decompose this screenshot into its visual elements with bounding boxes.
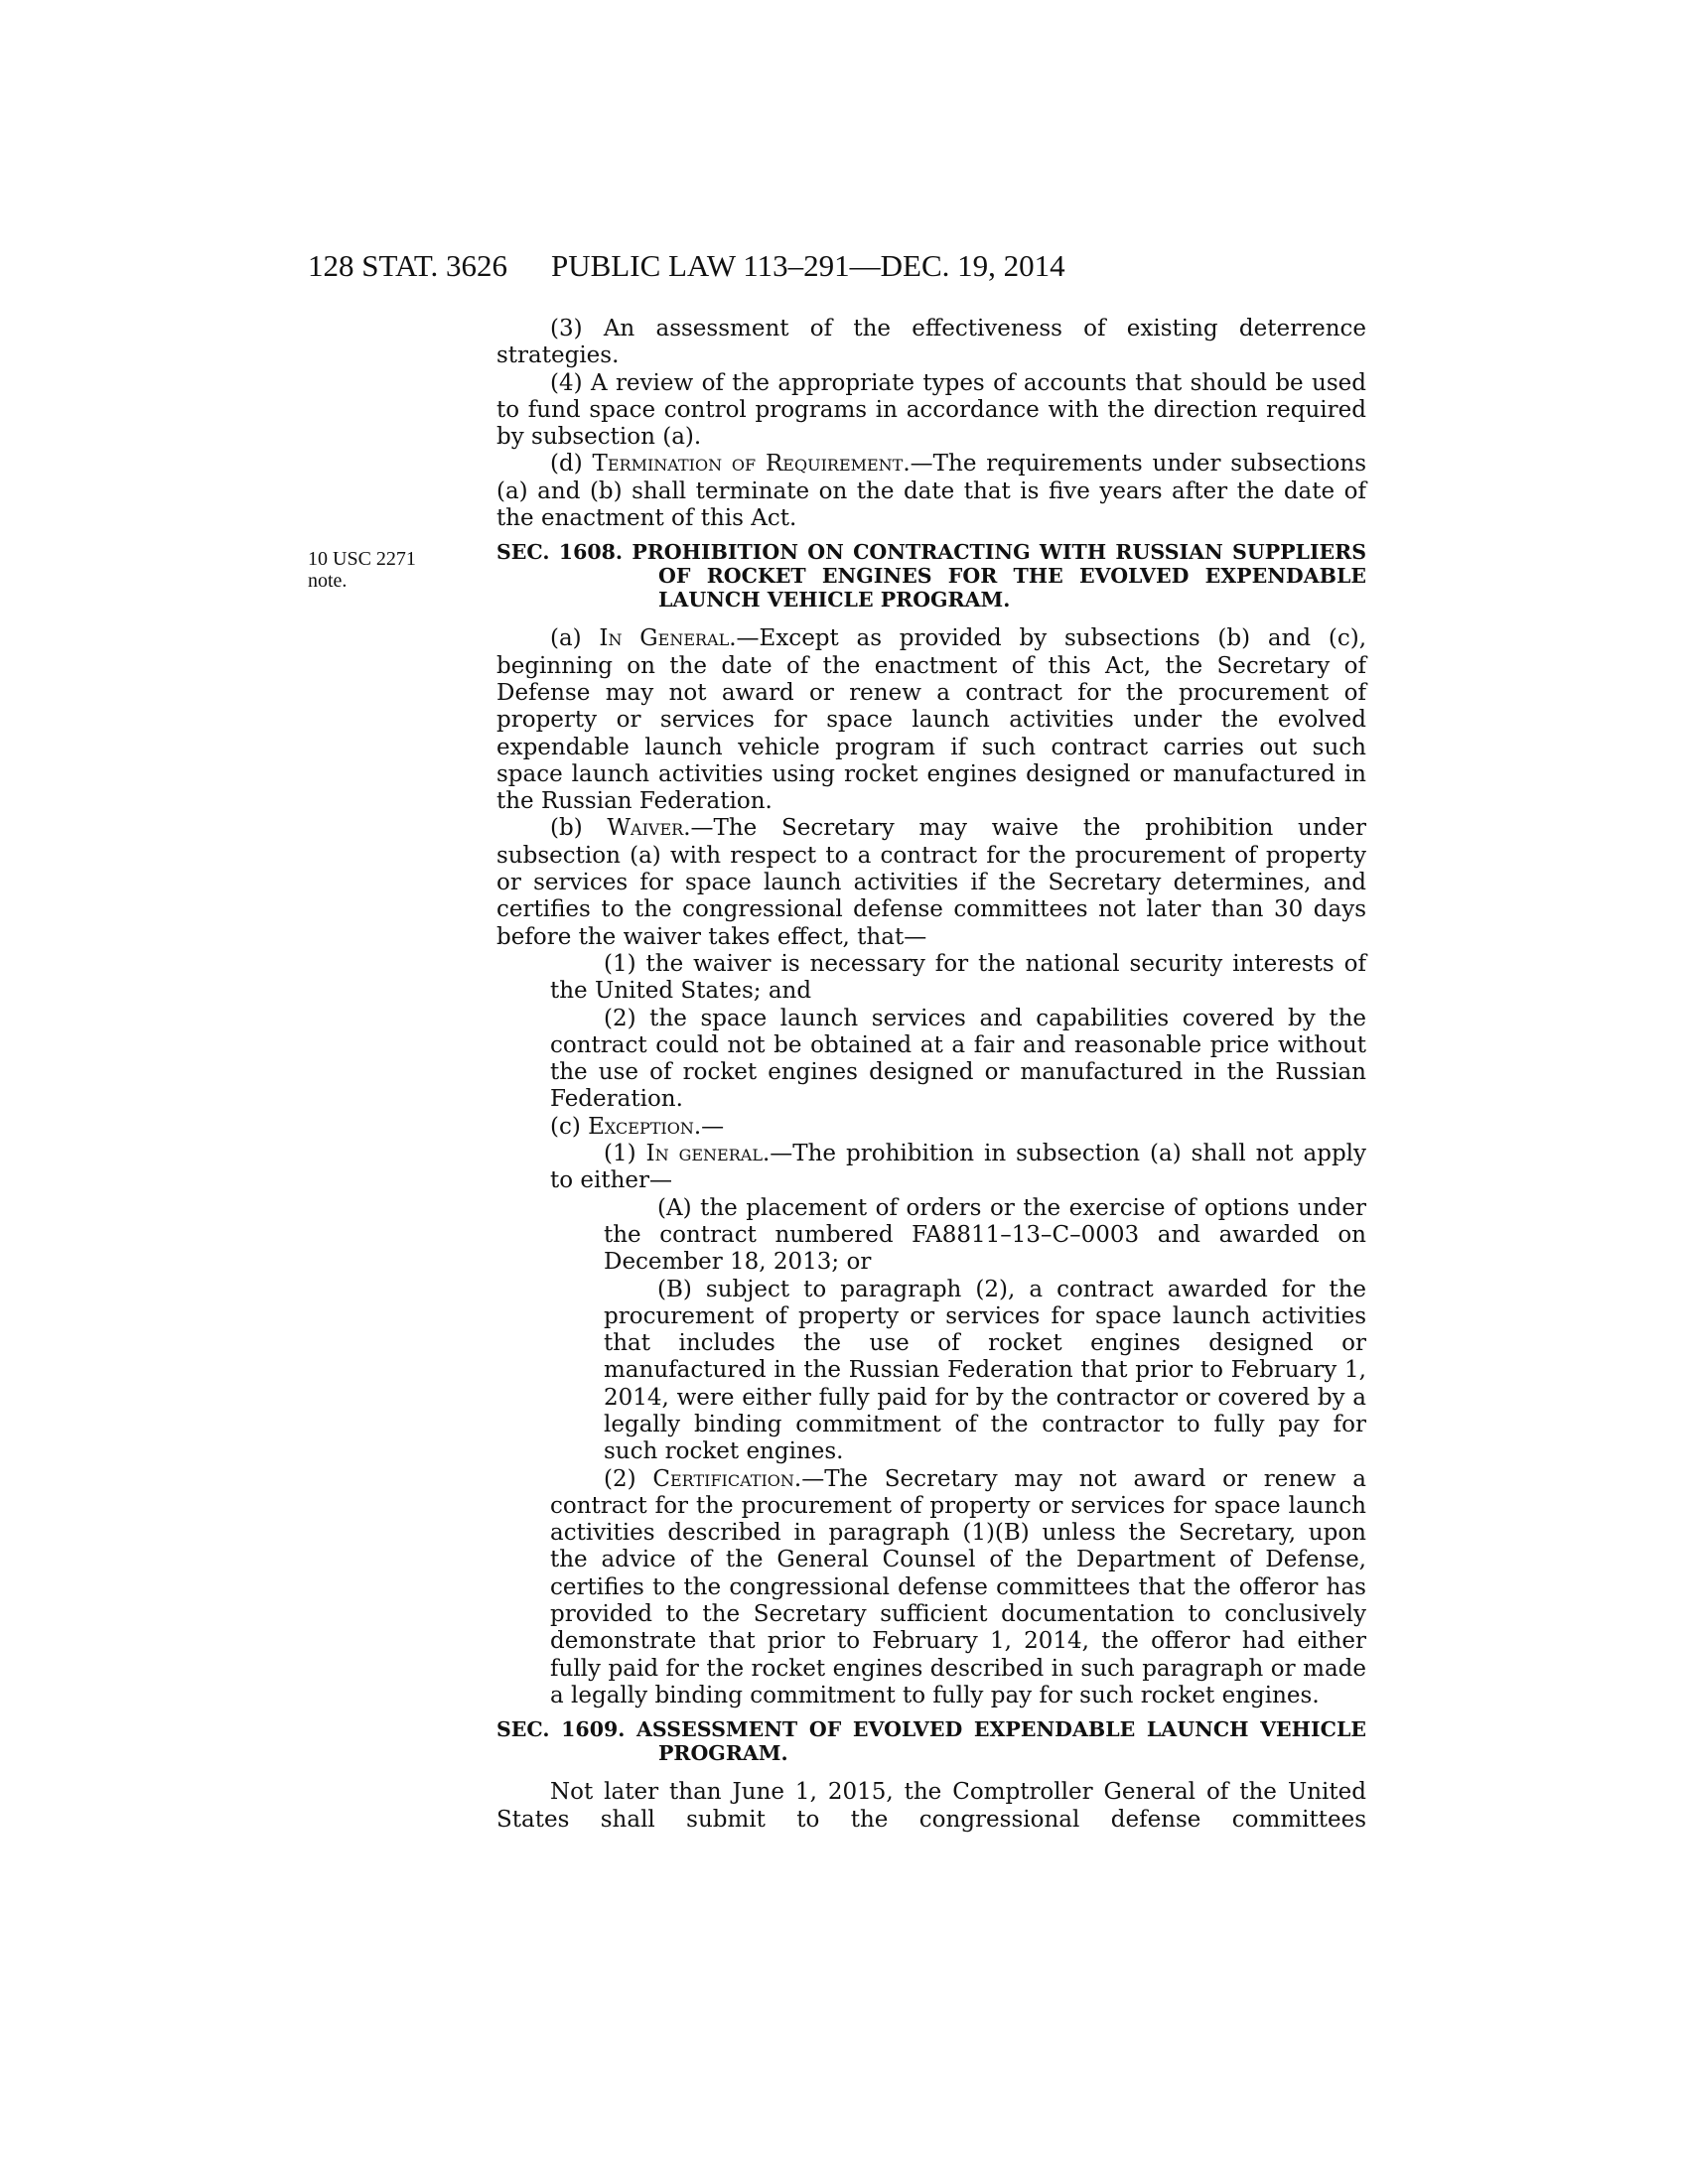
subsection-a — [496, 625, 1366, 815]
section-number: SEC. 1608. — [496, 540, 624, 565]
section-title: PROHIBITION ON CONTRACTING WITH RUSSIAN SUPPLIERS OF ROCKET ENGINES FOR THE EVOLVED EXPENDABLE LAUNCH VEHICLE PROGRAM. — [632, 540, 1367, 613]
subsection-prefix: (a) — [550, 625, 600, 652]
subsection-heading: Waiver — [607, 815, 684, 842]
subparagraph-c-1-A: (A) the placement of orders or the exercise of options under the contract numbered FA8811–13–C–0003 and awarded on December 18, 2013; or — [604, 1194, 1366, 1276]
subsection-suffix: .— — [693, 1113, 725, 1140]
paragraph-b-1: (1) the waiver is necessary for the national security interests of the United States; and — [550, 950, 1366, 1005]
paragraph-d-termination — [496, 451, 1366, 532]
subsection-heading: In General — [599, 625, 730, 652]
page-header — [0, 248, 1688, 288]
paragraph-b-2: (2) the space launch services and capabilities covered by the contract could not be obtained at a fair and reasonable price without the use of rocket engines designed or manufactured in the Russian Federation. — [550, 1005, 1366, 1113]
subsection-c — [496, 1114, 1366, 1141]
statute-citation: 128 STAT. 3626 — [308, 248, 508, 283]
subsection-heading: Exception — [588, 1113, 694, 1140]
subsection-prefix: (b) — [550, 815, 608, 842]
subsection-prefix: (c) — [550, 1113, 589, 1140]
subsection-text: .—The Secretary may waive the prohibition under subsection (a) with respect to a contract for the procurement of property or services for space launch activities if the Secretary determines, and certifies to the congressional defense committees not later than 30 days before the waiver takes effect, that— — [496, 815, 1367, 950]
margin-note-citation: 10 USC 2271 — [308, 548, 416, 570]
section-heading-1609 — [496, 1717, 1366, 1765]
subsection-b — [496, 815, 1366, 950]
paragraph-item-3: (3) An assessment of the effectiveness of existing deterrence strategies. — [496, 316, 1366, 369]
section-title: ASSESSMENT OF EVOLVED EXPENDABLE LAUNCH VEHICLE PROGRAM. — [636, 1717, 1366, 1766]
paragraph-item-4: (4) A review of the appropriate types of accounts that should be used to fund space control programs in accordance with the direction required by subsection (a). — [496, 369, 1366, 451]
paragraph-text: .—The Secretary may not award or renew a contract for the procurement of property or services for space launch activities described in paragraph (1)(B) unless the Secretary, upon the advice of the General Counsel of the Department of Defense, certifies to the congressional defense committees that the offeror has provided to the Secretary sufficient documentation to conclusively demonstrate that prior to February 1, 2014, the offeror had either fully paid for the rocket engines described in such paragraph or made a legally binding commitment to fully pay for such rocket engines. — [550, 1465, 1367, 1708]
paragraph-heading: Certification — [652, 1465, 794, 1492]
paragraph-text: .—The requirements under subsections (a) and (b) shall terminate on the date that is five years after the date of the enactment of this Act. — [496, 451, 1366, 532]
paragraph-prefix: (2) — [604, 1465, 653, 1492]
paragraph-c-2 — [496, 1466, 1366, 1710]
section-number: SEC. 1609. — [496, 1717, 626, 1742]
paragraph-c-1 — [496, 1141, 1366, 1195]
section-1609-text: Not later than June 1, 2015, the Comptroller General of the United States shall submit to the congressional defense committees — [496, 1779, 1366, 1833]
paragraph-heading: In general — [645, 1141, 763, 1167]
paragraph-prefix: (1) — [604, 1141, 646, 1167]
running-head: PUBLIC LAW 113–291—DEC. 19, 2014 — [551, 248, 1065, 283]
paragraph-heading: Termination of Requirement — [592, 451, 904, 478]
body-text — [496, 316, 1366, 1834]
paragraph-text: .—The prohibition in subsection (a) shall not apply to either— — [550, 1141, 1367, 1194]
paragraph-prefix: (d) — [550, 451, 593, 478]
subparagraph-c-1-B: (B) subject to paragraph (2), a contract awarded for the procurement of property or services for space launch activities that includes the use of rocket engines designed or manufactured in the Russian Federation that prior to February 1, 2014, were either fully paid for by the contractor or covered by a legally binding commitment of the contractor to fully pay for such rocket engines. — [604, 1276, 1366, 1465]
margin-note — [308, 548, 487, 592]
section-heading-1608 — [496, 540, 1366, 612]
margin-note-label: note. — [308, 570, 348, 592]
subsection-text: .—Except as provided by subsections (b) and (c), beginning on the date of the enactment of this Act, the Secretary of Defense may not award or renew a contract for the procurement of property or services for space launch activities under the evolved expendable launch vehicle program if such contract carries out such space launch activities using rocket engines designed or manufactured in the Russian Federation. — [496, 625, 1366, 815]
